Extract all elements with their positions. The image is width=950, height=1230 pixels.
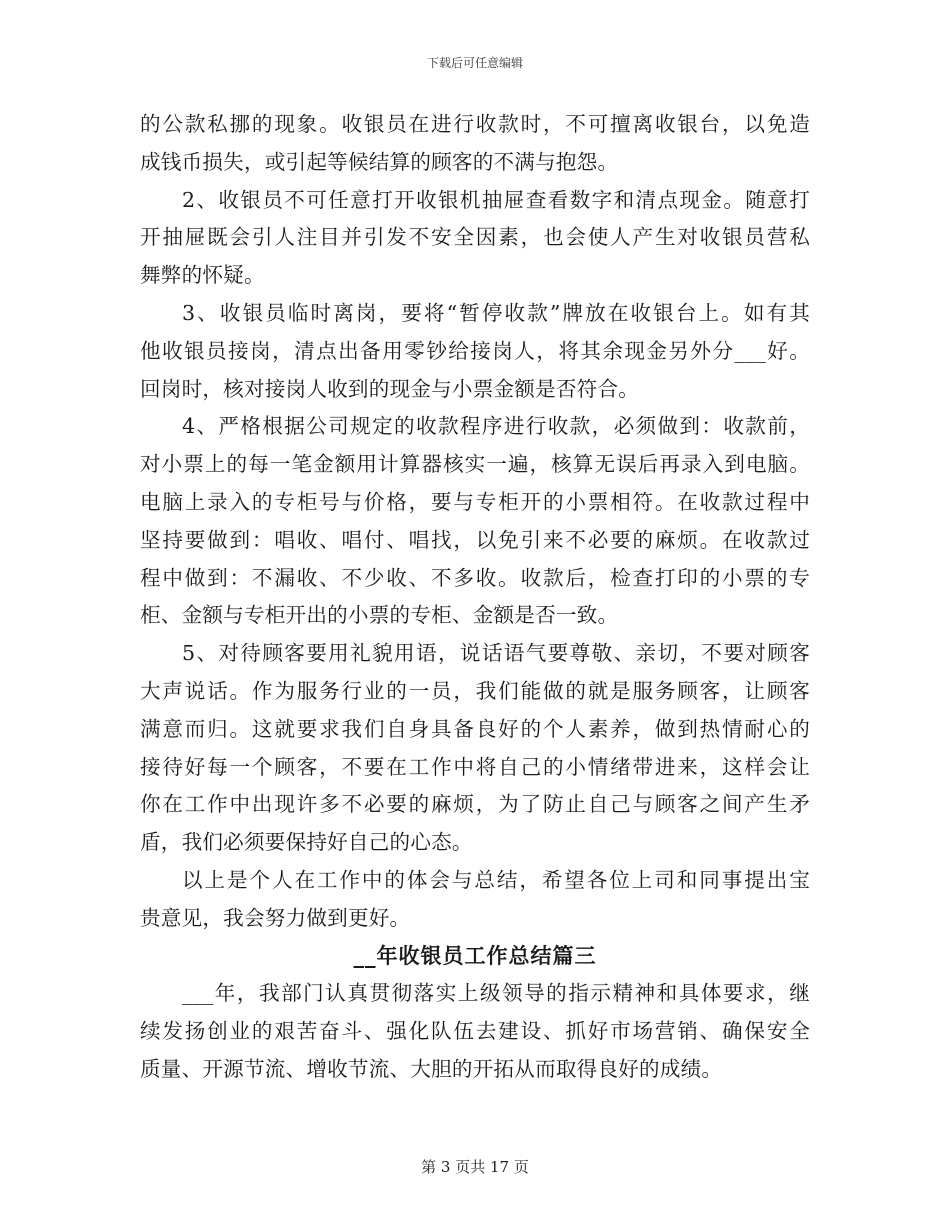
final-paragraph-container (140, 975, 810, 1088)
paragraph-line: 质量、开源节流、增收节流、大胆的开拓从而取得良好的成绩。 (140, 1056, 723, 1081)
paragraph-list (140, 106, 810, 938)
paragraph (140, 862, 810, 938)
paragraph-line: 你在工作中出现许多不必要的麻烦，为了防止自己与顾客之间产生矛 (140, 792, 810, 817)
paragraph-line: 柜、金额与专柜开出的小票的专柜、金额是否一致。 (140, 603, 619, 628)
paragraph-line: 他收银员接岗，清点出备用零钞给接岗人，将其余现金另外分___好。 (140, 338, 810, 363)
paragraph-line: 的公款私挪的现象。收银员在进行收款时，不可擅离收银台，以免造 (140, 112, 810, 136)
paragraph-line: 接待好每一个顾客，不要在工作中将自己的小情绪带进来，这样会让 (140, 754, 810, 779)
paragraph-line: 对小票上的每一笔金额用计算器核实一遍，核算无误后再录入到电脑。 (140, 452, 810, 477)
paragraph (140, 182, 810, 295)
paragraph-line: 电脑上录入的专柜号与价格，要与专柜开的小票相符。在收款过程中 (140, 489, 810, 514)
paragraph (140, 635, 810, 862)
paragraph-line: 开抽屉既会引人注目并引发不安全因素，也会使人产生对收银员营私 (140, 225, 810, 250)
paragraph-line: 续发扬创业的艰苦奋斗、强化队伍去建设、抓好市场营销、确保安全 (140, 1019, 810, 1044)
paragraph (140, 408, 810, 635)
page-footer: 第 3 页共 17 页 (421, 1158, 529, 1176)
paragraph-line: 5、对待顾客要用礼貌用语，说话语气要尊敬、亲切，不要对顾客 (182, 641, 810, 666)
paragraph-line: 成钱币损失，或引起等候结算的顾客的不满与抱怨。 (140, 149, 619, 174)
paragraph (140, 975, 810, 1088)
paragraph-line: 以上是个人在工作中的体会与总结，希望各位上司和同事提出宝 (182, 867, 810, 892)
section-title: __年收银员工作总结篇三 (353, 943, 597, 968)
paragraph-line: 2、收银员不可任意打开收银机抽屉查看数字和清点现金。随意打 (182, 187, 810, 212)
paragraph-line: 3、收银员临时离岗，要将“暂停收款”牌放在收银台上。如有其 (182, 300, 810, 325)
paragraph-line: 贵意见，我会努力做到更好。 (140, 905, 411, 930)
paragraph-line: 盾，我们必须要保持好自己的心态。 (140, 830, 473, 855)
document-body (140, 106, 810, 1089)
paragraph-line: 回岗时，核对接岗人收到的现金与小票金额是否符合。 (140, 376, 640, 401)
page-header: 下载后可任意编辑 (426, 56, 523, 70)
paragraph-line: ___年，我部门认真贯彻落实上级领导的指示精神和具体要求，继 (182, 981, 810, 1006)
paragraph (140, 295, 810, 408)
paragraph (140, 106, 810, 182)
paragraph-line: 4、严格根据公司规定的收款程序进行收款，必须做到：收款前， (182, 414, 810, 439)
paragraph-line: 坚持要做到：唱收、唱付、唱找，以免引来不必要的麻烦。在收款过 (140, 527, 810, 552)
paragraph-line: 程中做到：不漏收、不少收、不多收。收款后，检查打印的小票的专 (140, 565, 810, 590)
paragraph-line: 舞弊的怀疑。 (140, 263, 265, 288)
paragraph-line: 大声说话。作为服务行业的一员，我们能做的就是服务顾客，让顾客 (140, 678, 810, 703)
paragraph-line: 满意而归。这就要求我们自身具备良好的个人素养，做到热情耐心的 (140, 716, 810, 741)
